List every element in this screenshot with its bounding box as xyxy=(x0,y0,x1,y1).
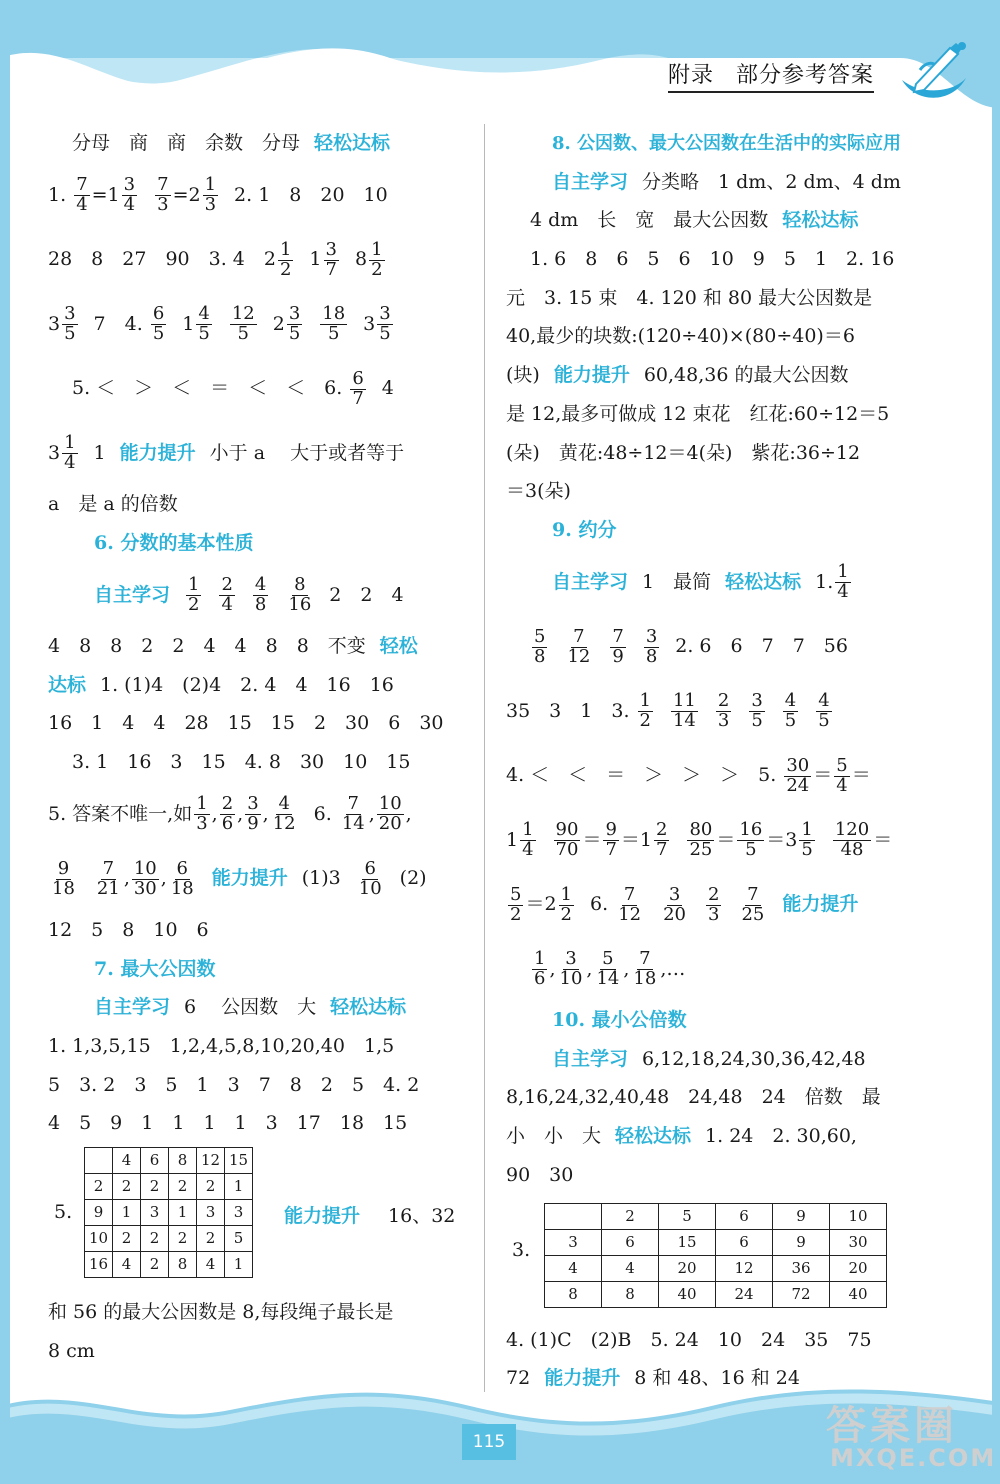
answer-line: $\frac{1}{6}$ , $\frac{3}{10}$ , $\frac{5}{14}$ , $\frac{7}{18}$ ,… xyxy=(534,948,686,990)
answer-line xyxy=(506,679,930,744)
table-row: 2 2 2 2 2 1 xyxy=(85,1173,253,1199)
answer-text: 6 公因数 大 xyxy=(184,996,317,1019)
answer-text: 小 小 大 xyxy=(506,1125,602,1148)
fraction: $\frac{7}{12}$ xyxy=(567,625,591,667)
answer-text: 元 3. 15 束 4. 120 和 80 最大公因数是 xyxy=(506,286,873,309)
answer-text: 1 xyxy=(309,248,322,271)
answer-line xyxy=(506,743,930,808)
left-border xyxy=(0,0,10,1484)
fraction: $\frac{1}{2}$ xyxy=(639,690,651,732)
page-number: 115 xyxy=(462,1424,516,1460)
fraction: $\frac{7}{9}$ xyxy=(612,625,624,667)
answer-text: (2) xyxy=(399,867,427,890)
fraction: $\frac{30}{24}$ xyxy=(786,754,810,796)
answer-line xyxy=(506,1040,930,1079)
answer-line xyxy=(506,872,930,937)
fraction: $\frac{8}{16}$ xyxy=(288,574,312,616)
fraction: $\frac{2}{3}$ xyxy=(717,690,730,732)
pencil-logo-icon xyxy=(896,40,972,106)
keyword-tag: 自主学习 xyxy=(552,1047,629,1070)
keyword-tag: 轻松达标 xyxy=(314,132,391,154)
answer-text: 90 30 xyxy=(506,1163,574,1186)
answer-line xyxy=(48,485,468,524)
answer-text: ＝3 xyxy=(766,828,798,851)
section-title: 6. 分数的基本性质 xyxy=(94,531,254,554)
answer-line xyxy=(506,1156,930,1195)
table-row: 8 8 40 24 72 40 xyxy=(545,1281,887,1307)
answer-text: 2. 1 8 20 10 xyxy=(234,183,388,206)
answer-text: 1. 1,3,5,15 1,2,4,5,8,10,20,40 1,5 xyxy=(48,1034,395,1057)
answer-text: ＝ xyxy=(813,764,833,787)
fraction: $\frac{3}{5}$ xyxy=(379,303,391,345)
table-row: 16 4 2 8 4 1 xyxy=(85,1251,253,1277)
answer-text: 60,48,36 的最大公因数 xyxy=(643,364,849,387)
section-heading xyxy=(506,1001,930,1040)
answer-text: 8 xyxy=(354,248,368,271)
answer-text: 4 dm 长 宽 最大公因数 xyxy=(530,209,769,232)
keyword-tag: 自主学习 xyxy=(94,996,171,1019)
answer-text: (1)3 xyxy=(301,867,341,890)
answer-line xyxy=(506,279,930,318)
answer-line xyxy=(506,550,930,615)
question-number: 5. xyxy=(54,1200,73,1223)
answer-line xyxy=(48,563,468,628)
answer-text: 3. 1 16 3 15 4. 8 30 10 15 xyxy=(72,751,411,774)
fraction: $\frac{3}{5}$ xyxy=(288,303,301,345)
fraction: $\frac{4}{8}$ xyxy=(254,574,267,616)
answer-line xyxy=(48,988,468,1027)
keyword-tag: 能力提升 xyxy=(284,1204,361,1227)
fraction: $\frac{6}{7}$ xyxy=(352,367,364,409)
answer-line: $\frac{9}{18}$ $\frac{7}{21}$ , $\frac{10}{30}$ , $\frac{6}{18}$ 能力提升 (1)3 $\frac{6}{10}$ (2) xyxy=(52,857,427,899)
answer-text: 5 3. 2 3 5 1 3 7 8 2 5 4. 2 xyxy=(48,1073,420,1096)
table-row: 3 6 15 6 9 30 xyxy=(545,1229,887,1255)
fraction: $\frac{3}{7}$ xyxy=(325,238,337,280)
right-border xyxy=(992,0,1000,1484)
answer-text: a 是 a 的倍数 xyxy=(48,493,178,516)
fraction: $\frac{7}{4}$ xyxy=(76,174,88,216)
section-title: 9. 约分 xyxy=(552,518,617,541)
keyword-tag: 自主学习 xyxy=(94,583,171,606)
answer-text: 12 5 8 10 6 xyxy=(48,918,209,941)
answer-text: 4. (1)C (2)B 5. 24 10 24 35 75 xyxy=(506,1328,872,1351)
answer-text: 2 2 4 xyxy=(329,583,404,606)
answer-text: 3 xyxy=(48,441,61,464)
answer-text: (朵) 黄花:48÷12＝4(朵) 紫花:36÷12 xyxy=(506,441,861,464)
section-title: 7. 最大公因数 xyxy=(94,957,216,980)
answer-line xyxy=(48,666,468,705)
answer-line xyxy=(48,163,468,228)
fraction: $\frac{90}{70}$ xyxy=(555,819,579,861)
answer-text: ,… xyxy=(660,957,686,980)
answer-text: 小于 a 大于或者等于 xyxy=(209,441,405,464)
answer-line xyxy=(506,163,930,202)
fraction: $\frac{1}{3}$ xyxy=(196,793,208,835)
answer-text: 1. 24 2. 30,60, xyxy=(705,1125,857,1148)
answer-line xyxy=(48,627,468,666)
answer-text: 4 5 9 1 1 1 1 3 17 18 15 xyxy=(48,1112,408,1135)
answer-text: ＝2 xyxy=(525,893,557,916)
answer-text: ＝ xyxy=(873,828,893,851)
fraction: $\frac{4}{5}$ xyxy=(818,690,830,732)
keyword-tag: 轻松达标 xyxy=(615,1125,692,1148)
header-subtitle: 部分参考答案 xyxy=(736,63,875,88)
table-row: 4 6 8 12 15 xyxy=(85,1147,253,1173)
answer-line xyxy=(506,614,930,679)
watermark-text: 答案圈 xyxy=(826,1403,958,1449)
answer-line xyxy=(48,421,468,486)
fraction: $\frac{3}{20}$ xyxy=(663,883,686,925)
keyword-tag: 轻松 xyxy=(379,635,418,658)
watermark xyxy=(818,1392,997,1476)
answer-text: 8 和 48、16 和 24 xyxy=(634,1367,800,1390)
answer-line xyxy=(48,704,468,743)
answer-line xyxy=(506,395,930,434)
answer-text: 4 xyxy=(381,377,394,400)
answer-line xyxy=(506,472,930,511)
section-heading xyxy=(48,524,468,563)
fraction: $\frac{5}{4}$ xyxy=(836,754,848,796)
fraction: $\frac{10}{20}$ xyxy=(378,793,402,835)
answer-line xyxy=(48,1027,468,1066)
fraction: $\frac{7}{12}$ xyxy=(618,883,642,925)
answer-text: 1. xyxy=(815,570,834,593)
fraction: $\frac{5}{2}$ xyxy=(510,883,522,925)
answer-table-row xyxy=(48,1143,468,1293)
answer-text: 8 cm xyxy=(48,1339,95,1362)
answer-line xyxy=(506,1078,930,1117)
answer-line xyxy=(506,201,930,240)
fraction: $\frac{7}{25}$ xyxy=(741,883,765,925)
fraction: $\frac{9}{7}$ xyxy=(605,819,617,861)
fraction: $\frac{2}{6}$ xyxy=(221,793,234,835)
fraction: $\frac{1}{4}$ xyxy=(837,561,849,603)
answer-text: (块) xyxy=(506,364,540,387)
section-title: 8. 公因数、最大公因数在生活中的实际应用 xyxy=(552,133,902,154)
answer-line xyxy=(48,743,468,782)
answer-text: 4. ＜ ＜ ＝ ＞ ＞ ＞ 5. xyxy=(506,764,777,787)
fraction: $\frac{120}{48}$ xyxy=(834,819,870,861)
answer-text: ＝3(朵) xyxy=(506,480,571,503)
answer-text: 分母 商 商 余数 分母 xyxy=(72,132,301,154)
keyword-tag: 轻松达标 xyxy=(782,209,859,232)
answer-text: 1. (1)4 (2)4 2. 4 4 16 16 xyxy=(100,673,394,696)
fraction: $\frac{1}{5}$ xyxy=(801,819,813,861)
answer-text: 4 8 8 2 2 4 4 8 8 不变 xyxy=(48,635,366,658)
fraction: $\frac{5}{8}$ xyxy=(534,625,546,667)
answer-text: 3 xyxy=(48,312,61,335)
answer-text: 1 xyxy=(506,828,519,851)
header-title xyxy=(668,58,874,93)
answer-line xyxy=(48,292,468,357)
answer-text: 是 12,最多可做成 12 束花 红花:60÷12＝5 xyxy=(506,402,890,425)
fraction: $\frac{6}{10}$ xyxy=(358,857,382,899)
fraction: $\frac{12}{5}$ xyxy=(231,303,255,345)
fraction: $\frac{7}{3}$ xyxy=(157,174,169,216)
watermark-url: MXQE.COM xyxy=(830,1444,997,1472)
answer-text: ＝ xyxy=(716,828,736,851)
fraction: $\frac{80}{25}$ xyxy=(689,819,713,861)
answer-text: 2 xyxy=(272,312,285,335)
factor-table xyxy=(84,1147,253,1278)
answer-text: 和 56 的最大公因数是 8,每段绳子最长是 xyxy=(48,1300,394,1323)
table-row: 4 4 20 12 36 20 xyxy=(545,1255,887,1281)
fraction: $\frac{1}{2}$ xyxy=(279,238,292,280)
answer-line xyxy=(506,1117,930,1156)
fraction: $\frac{18}{5}$ xyxy=(322,303,346,345)
answer-line xyxy=(48,1104,468,1143)
answer-text: 分类略 1 dm、2 dm、4 dm xyxy=(642,170,901,193)
question-number: 3. xyxy=(512,1238,531,1261)
section-heading xyxy=(506,511,930,550)
keyword-tag: 自主学习 xyxy=(552,570,629,593)
table-row: 2 5 6 9 10 xyxy=(545,1203,887,1229)
fraction: $\frac{6}{18}$ xyxy=(170,857,194,899)
fraction: $\frac{3}{10}$ xyxy=(559,948,583,990)
answer-text: 5. ＜ ＞ ＜ ＝ ＜ ＜ 6. xyxy=(72,377,343,400)
answer-line xyxy=(506,434,930,473)
right-column xyxy=(506,124,930,1398)
multiple-table xyxy=(544,1203,887,1308)
left-column xyxy=(48,124,468,1370)
keyword-tag: 能力提升 xyxy=(782,893,859,916)
fraction: $\frac{3}{9}$ xyxy=(247,793,259,835)
answer-text: 16 1 4 4 28 15 15 2 30 6 30 xyxy=(48,712,444,735)
answer-text: 3 xyxy=(363,312,376,335)
fraction: $\frac{4}{5}$ xyxy=(198,303,210,345)
answer-text: 40,最少的块数:(120÷40)×(80÷40)＝6 xyxy=(506,325,855,348)
fraction: $\frac{1}{2}$ xyxy=(560,883,572,925)
fraction: $\frac{16}{5}$ xyxy=(739,819,763,861)
fraction: $\frac{7}{14}$ xyxy=(341,793,365,835)
answer-line xyxy=(506,317,930,356)
answer-line xyxy=(48,227,468,292)
answer-text: 2. 6 6 7 7 56 xyxy=(675,635,848,658)
fraction: $\frac{7}{18}$ xyxy=(633,948,657,990)
header-section: 附录 xyxy=(668,63,715,88)
fraction: $\frac{11}{14}$ xyxy=(672,690,696,732)
keyword-tag: 轻松达标 xyxy=(330,996,407,1019)
answer-text: 6. xyxy=(590,893,609,916)
answer-text: =2 xyxy=(172,183,201,206)
answer-text: 1 xyxy=(182,312,195,335)
fraction: $\frac{7}{21}$ xyxy=(96,857,120,899)
answer-text: ＝ xyxy=(582,828,602,851)
answer-line xyxy=(506,1321,930,1360)
fraction: $\frac{1}{4}$ xyxy=(522,819,534,861)
answer-text: 6. xyxy=(313,802,332,825)
keyword-tag: 自主学习 xyxy=(552,170,629,193)
table-row: 10 2 2 2 2 5 xyxy=(85,1225,253,1251)
fraction: $\frac{2}{7}$ xyxy=(656,819,668,861)
keyword-tag: 能力提升 xyxy=(119,441,196,464)
answer-text: 5. 答案不唯一,如 xyxy=(48,802,193,825)
fraction: $\frac{1}{2}$ xyxy=(371,238,383,280)
answer-text: 1 最简 xyxy=(642,570,712,593)
answer-line xyxy=(48,911,468,950)
answer-text: 1. 6 8 6 5 6 10 9 5 1 2. 16 xyxy=(530,248,895,271)
fraction: $\frac{10}{30}$ xyxy=(133,857,157,899)
fraction: $\frac{3}{5}$ xyxy=(751,690,763,732)
fraction: $\frac{6}{5}$ xyxy=(152,303,165,345)
keyword-tag: 轻松达标 xyxy=(725,570,802,593)
table-row: 9 1 3 1 3 3 xyxy=(85,1199,253,1225)
answer-line: 5. 答案不唯一,如 $\frac{1}{3}$ , $\frac{2}{6}$ , $\frac{3}{9}$ , $\frac{4}{12}$ 6. $\frac{7}{14}$ , $\frac{10}{20}$ , xyxy=(48,793,412,835)
section-heading xyxy=(48,950,468,989)
answer-text: 8,16,24,32,40,48 24,48 24 倍数 最 xyxy=(506,1086,881,1109)
fraction: $\frac{4}{12}$ xyxy=(272,793,296,835)
answer-text: 16、32 xyxy=(388,1204,456,1227)
answer-text: 28 8 27 90 3. 4 2 xyxy=(48,248,276,271)
fraction: $\frac{4}{5}$ xyxy=(784,690,797,732)
answer-text: 6,12,18,24,30,36,42,48 xyxy=(642,1047,866,1070)
answer-text: 72 xyxy=(506,1367,531,1390)
section-heading xyxy=(506,124,930,163)
answer-text: ＝1 xyxy=(620,828,653,851)
fraction: $\frac{2}{3}$ xyxy=(708,883,720,925)
fraction: $\frac{3}{5}$ xyxy=(64,303,76,345)
answer-line xyxy=(506,240,930,279)
answer-line xyxy=(506,356,930,395)
fraction: $\frac{3}{8}$ xyxy=(645,625,658,667)
section-title: 10. 最小公倍数 xyxy=(552,1009,687,1032)
fraction: $\frac{3}{4}$ xyxy=(123,174,136,216)
answer-text: 35 3 1 3. xyxy=(506,699,630,722)
keyword-tag: 能力提升 xyxy=(211,867,288,890)
answer-line xyxy=(48,1332,468,1371)
answer-line xyxy=(48,1066,468,1105)
answer-text: 1 xyxy=(93,441,106,464)
keyword-tag: 达标 xyxy=(48,673,87,696)
answer-table-row xyxy=(506,1195,930,1321)
answer-line xyxy=(48,124,468,163)
fraction: $\frac{1}{2}$ xyxy=(188,574,200,616)
fraction: $\frac{5}{14}$ xyxy=(596,948,620,990)
fraction: $\frac{1}{6}$ xyxy=(534,948,546,990)
column-divider xyxy=(484,124,485,1392)
fraction: $\frac{2}{4}$ xyxy=(221,574,233,616)
answer-line xyxy=(506,808,930,873)
answer-text: 1. xyxy=(48,183,67,206)
answer-text: =1 xyxy=(91,183,120,206)
answer-text xyxy=(284,1201,455,1228)
answer-text: 7 4. xyxy=(93,312,143,335)
answer-line xyxy=(48,356,468,421)
fraction: $\frac{1}{3}$ xyxy=(204,174,217,216)
answer-line xyxy=(48,1293,468,1332)
keyword-tag: 能力提升 xyxy=(553,364,630,387)
keyword-tag: 能力提升 xyxy=(544,1367,621,1390)
fraction: $\frac{1}{4}$ xyxy=(64,432,76,474)
answer-text: ＝ xyxy=(851,764,871,787)
fraction: $\frac{9}{18}$ xyxy=(52,857,75,899)
